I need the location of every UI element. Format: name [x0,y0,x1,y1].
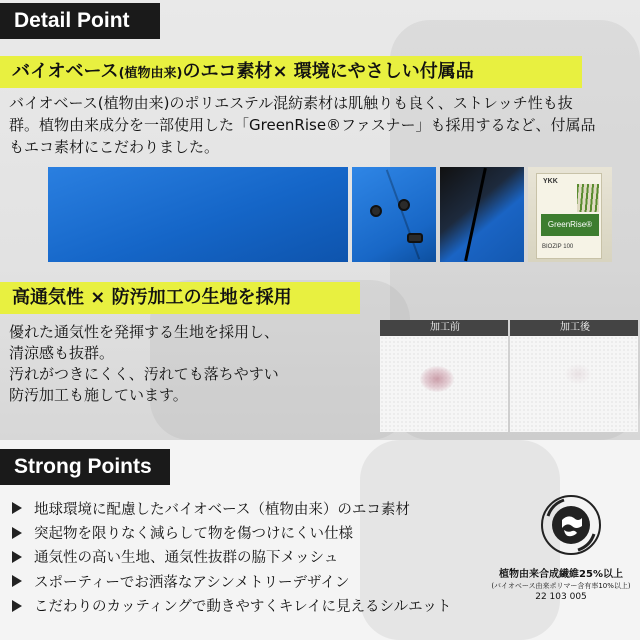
section1-description [9,92,595,158]
faded-stain-mark [565,364,591,384]
detail-point-badge: Detail Point [0,3,160,39]
reeds-icon [577,184,599,212]
section2-heading: 高通気性 × 防汚加工の生地を採用 [0,282,360,314]
bio-polymer-ratio: (バイオベース由来ポリマー含有率10%以上) [491,582,631,590]
strong-point-text: 突起物を限りなく減らして物を傷つけにくい仕様 [34,526,353,543]
bio-based-logo-icon [540,494,602,556]
certification-code: 22 103 005 [535,592,587,602]
snap-button-icon [398,199,410,211]
after-treatment-label: 加工後 [510,320,638,336]
section2-description [9,322,279,406]
section2-line: 優れた通気性を発揮する生地を採用し、 [9,323,280,341]
before-treatment-label: 加工前 [380,320,508,336]
strong-point-text: スポーティーでお洒落なアシンメトリーデザイン [34,574,350,591]
ykk-brand: YKK [543,178,558,185]
triangle-bullet-icon [12,600,22,612]
snap-button-icon [370,205,382,217]
bio-based-certification [486,568,636,604]
strong-point-item [12,520,451,544]
ykk-tag-photo [528,167,612,262]
section1-line: 群。植物由来成分を一部使用した「GreenRise®ファスナー」も採用するなど、付属品 [9,116,596,134]
triangle-bullet-icon [12,502,22,514]
section1-line: バイオベース(植物由来)のポリエステル混紡素材は肌触りも良く、ストレッチ性も抜 [9,94,573,112]
strong-points-list [12,496,451,618]
biozip-label: BIOZIP 100 [542,244,574,250]
zipper-photo [440,167,524,262]
section1-line: もエコ素材にこだわりました。 [9,138,220,156]
section2-line: 汚れがつきにくく、汚れても落ちやすい [9,365,279,383]
section2-line: 防汚加工も施しています。 [9,386,188,404]
section1-heading [0,56,582,88]
strong-point-text: 地球環境に配慮したバイオベース（植物由来）のエコ素材 [34,501,410,518]
strong-point-text: 通気性の高い生地、通気性抜群の脇下メッシュ [34,550,339,567]
bio-fiber-ratio: 植物由来合成繊維25%以上 [499,569,623,580]
section1-heading-post: のエコ素材× 環境にやさしい付属品 [182,61,474,82]
section2-line: 清涼感も抜群。 [9,344,115,362]
triangle-bullet-icon [12,575,22,587]
ykk-greenrise-card [536,173,602,259]
seam-line [386,170,420,260]
fabric-closeup-photo [48,167,348,262]
triangle-bullet-icon [12,551,22,563]
strong-point-text: こだわりのカッティングで動きやすくキレイに見えるシルエット [34,599,452,616]
strong-points-badge: Strong Points [0,449,170,485]
stain-mark [420,366,454,392]
strong-point-item [12,569,451,593]
greenrise-label: GreenRise® [541,214,599,236]
after-treatment-swatch [510,336,638,432]
adjuster-tab-icon [407,233,423,243]
strong-point-item [12,545,451,569]
before-treatment-swatch [380,336,508,432]
section1-heading-small: (植物由来) [118,66,183,81]
strong-point-item [12,594,451,618]
triangle-bullet-icon [12,527,22,539]
zipper-line [464,168,487,262]
strong-point-item [12,496,451,520]
section1-heading-pre: バイオベース [12,61,119,82]
snap-button-photo [352,167,436,262]
